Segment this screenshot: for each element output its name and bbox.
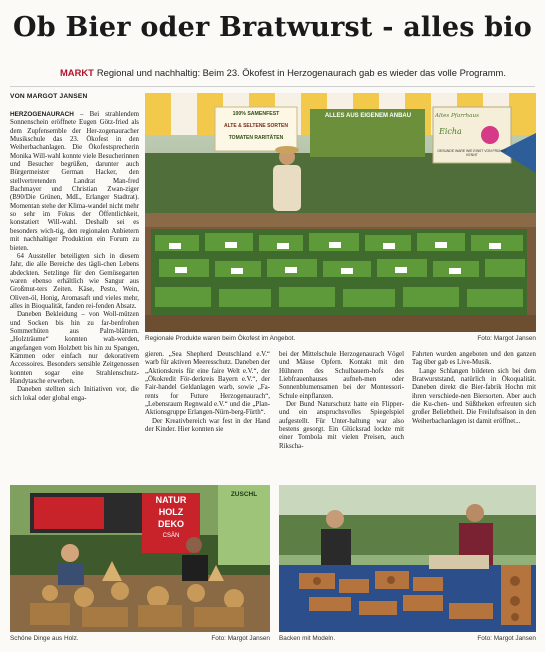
- article-column-1: [10, 111, 139, 478]
- divider: [10, 86, 535, 87]
- paragraph: Lange Schlangen bildeten sich bei dem Bratwurststand, natürlich in Ökoqualität. Daneben direkt die Bier-fabrik Hochn mit ihren verschiede-nen Biersorten. Aber auch die Ku-chen- und Süßtheken erfreuten sich großer Beliebtheit. Die Freiluftsaison in den Weiherbachanlagen ist damit eröffnet...: [412, 367, 536, 425]
- main-photo: [145, 93, 536, 332]
- photo-credit: Foto: Margot Jansen: [477, 335, 536, 342]
- headline: Ob Bier oder Bratwurst - alles bio: [13, 12, 532, 43]
- wood-photo-caption: [10, 635, 270, 642]
- main-photo-caption: [145, 335, 536, 342]
- paragraph: Daneben stellten sich Initiativen vor, die sich lokal oder global enga-: [10, 386, 139, 402]
- banner-holz: HOLZ: [158, 507, 184, 517]
- paragraph: Der Kreativbereich war fest in der Hand der Kinder. Hier konnten sie: [145, 417, 270, 434]
- article-column-4: [412, 351, 536, 475]
- byline: VON MARGOT JANSEN: [10, 93, 88, 100]
- caption-text: Backen mit Modeln.: [279, 635, 336, 642]
- baking-photo-caption: [279, 635, 536, 642]
- article-column-2: [145, 351, 270, 475]
- sign-samenfest: 100% SAMENFEST: [232, 111, 280, 117]
- photo-credit: Foto: Margot Jansen: [477, 635, 536, 642]
- sign-alte-sorten: ALTE & SELTENE SORTEN: [224, 123, 288, 129]
- banner-brand: CSÄN: [162, 533, 180, 539]
- dateline: HERZOGENAURACH: [10, 111, 74, 118]
- sign-tomaten: TOMATEN RARITÄTEN: [228, 135, 284, 141]
- wood-photo: [10, 485, 270, 632]
- baking-photo: [279, 485, 536, 632]
- paragraph: gieren. „Sea Shepherd Deutschland e.V.“ warb für aktiven Meeresschutz. Daneben der „Aktionskreis für eine faire Welt e.V.“, der „Ökokredit För-derkreis Bayern e.V.“, der Fair-handel Geldanlagen warb, sowie „Fa-rents for Future Herzogenaurach“, „Lebensraum Regnwald e.V.“ und die „Plan-Aktionsgruppe Erlangen-Nürn-berg-Fürth“.: [145, 351, 270, 417]
- photo-credit: Foto: Margot Jansen: [211, 635, 270, 642]
- sign-eicha: Eicha: [439, 127, 462, 136]
- paragraph: Daneben Bekleidung – von Woll-mützen und Socken bis hin zu far-benfrohen Sommerhüten aus Palm-blättern. „Holzträume“ konnten wah-werden, angefangen vom Holzbett bis hin zu Spangen, Kämmen oder einfach nur dekorativem Accessoires. Besonders sensible Zeitgenossen konnten sogar eine Strahlenschutz-Handytasche erwerben.: [10, 311, 139, 385]
- paragraph: Fahrten wurden angeboten und den ganzen Tag über gab es Live-Musik.: [412, 351, 536, 367]
- paragraph: Der Bund Naturschutz hatte ein Flipper- und ein anspruchsvolles Spiegelspiel aufgestellt. Für Unter-haltung war also bestens gesorgt. Ein Glücksrad lockte mit einer Tombola mit vielen Preisen, auch Rikscha-: [279, 401, 404, 450]
- subheadline: [60, 67, 540, 78]
- caption-text: Regionale Produkte waren beim Ökofest im Angebot.: [145, 335, 296, 342]
- article-column-3: [279, 351, 404, 475]
- sign-eigener-anbau: ALLES AUS EIGENEM ANBAU: [324, 113, 412, 119]
- paragraph-lead: [10, 111, 139, 253]
- side-sign: ZUSCHL: [230, 491, 258, 498]
- sign-gesunde-ware: GESUNDE WARE WIE EINST VON FRÜHER KENNT: [437, 149, 507, 157]
- caption-text: Schöne Dinge aus Holz.: [10, 635, 79, 642]
- sign-altes-pfarrhaus: Altes Pfarrhaus: [435, 113, 479, 119]
- paragraph: bei der Mittelschule Herzogenaurach Vögel und Mäuse Opfern. Kontakt mit den Hühnern des Schulbauern-hofs des Liebfrauenhauses aufneh-men oder Sonnenblumensamen bei der Montessori-Schule einpflanzen.: [279, 351, 404, 400]
- paragraph: 64 Aussteller beteiligten sich in diesem Jahr, die alle Bereiche des tägli-chen Lebens abdeckten. Setzlinge für den Gemüsegarten waren ebenso erhältlich wie Sangur aus Großmut-ters Zeiten. Käse, Pesto, Wein, Oliven-öl, Honig, Aromasaft und vieles mehr, alles in Bioqualität, fanden rei-fenden Absatz.: [10, 252, 139, 310]
- kicker: MARKT: [60, 67, 94, 78]
- banner-natur: NATUR: [155, 495, 187, 505]
- subheadline-text: Regional und nachhaltig: Beim 23. Ökofest in Herzogenaurach gab es wieder das volle Programm.: [96, 67, 506, 78]
- lead-text: – Bei strahlendem Sonnenschein eröffnete Eugen Götz-fried als dem Zupfensemble der Her-zogenauracher Musikschule das 23. Ökofest in den Weiherbachanlagen. Die Ökofestsprecherin Monika Will-wahl konnte viele Besucherinnen und Besucher begrüßen, darunter auch Bürgermeister German Hacker, den stellvertretenden Landrat Man-fred Bachmayer und Christian Zwan-ziger (B90/Die Grünen, MdL, Erlanger Stadtrat). Momentan stehe der Klima-wandel nicht mehr so sehr im Fokus der Öffentlichkeit, konstatiert Will-wahl. Deshalb sei es besonders wich-tig, den regionalen Anbietern mit nachhaltiger Produktion ein Forum zu bieten.: [10, 111, 139, 252]
- banner-deko: DEKO: [157, 519, 184, 529]
